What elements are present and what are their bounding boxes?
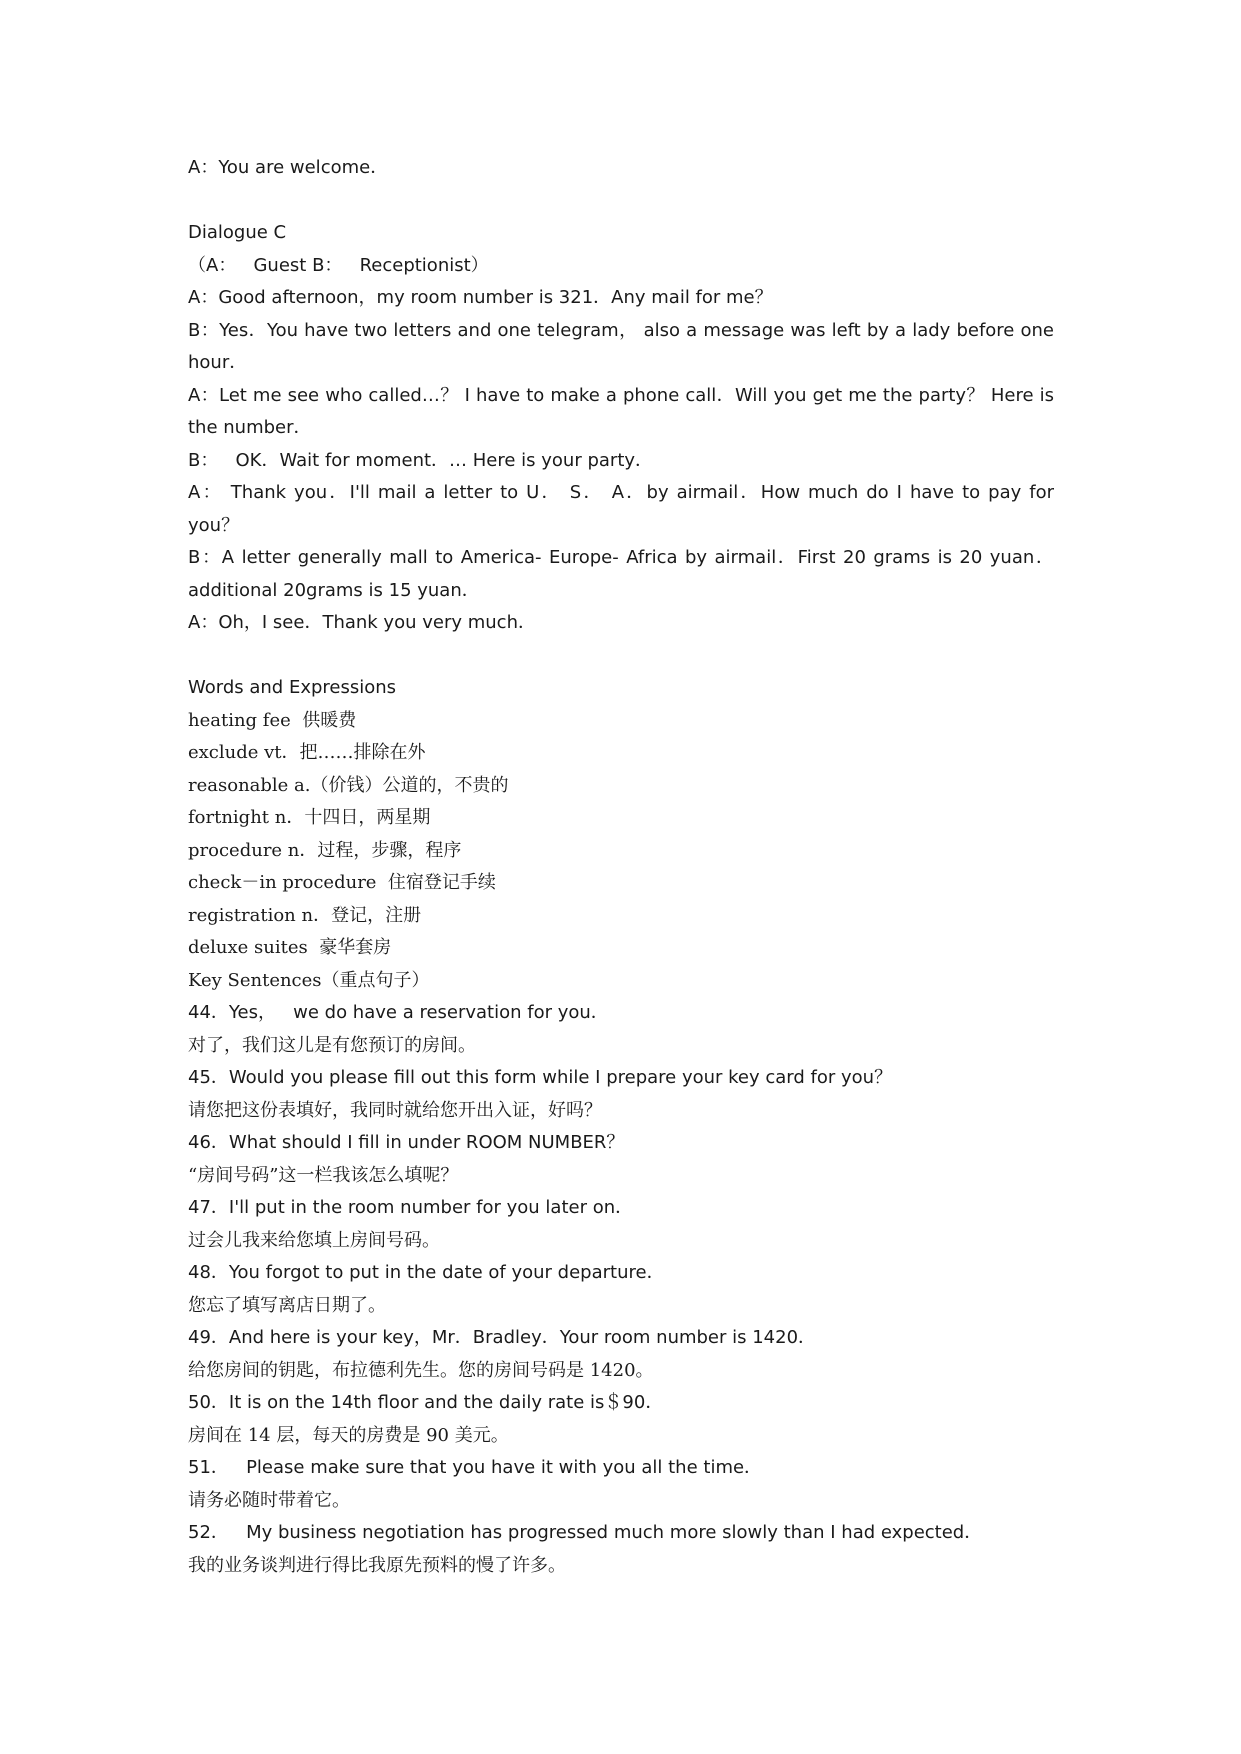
key-sentence-en: 47．I'll put in the room number for you later on． bbox=[188, 1197, 634, 1218]
key-sentence-en: 46．What should I fill in under ROOM NUMBER？ bbox=[188, 1132, 625, 1153]
dialogue-line: B： OK．Wait for moment．… Here is your party． bbox=[188, 449, 654, 471]
key-sentence-en: 49．And here is your key，Mr．Bradley．Your room number is 1420． bbox=[188, 1327, 817, 1348]
key-sentence-zh: “房间号码”这一栏我该怎么填呢？ bbox=[188, 1164, 459, 1186]
dialogue-line: A：Oh，I see．Thank you very much． bbox=[188, 612, 536, 633]
vocab-entry: reasonable a.（价钱）公道的，不贵的 bbox=[188, 774, 509, 796]
key-sentence-zh: 对了，我们这儿是有您预订的房间。 bbox=[188, 1034, 476, 1056]
key-sentence-en: 44．Yes， we do have a reservation for you． bbox=[188, 1002, 609, 1023]
dialogue-line: B：A letter generally mall to America- Europe- Africa by airmail．First 20 grams is 20 yuan． bbox=[188, 547, 1054, 568]
key-sentence-zh: 请务必随时带着它。 bbox=[188, 1489, 350, 1511]
key-sentence-zh: 房间在 14 层，每天的房费是 90 美元。 bbox=[188, 1424, 509, 1446]
key-sentence-en: 51． Please make sure that you have it with you all the time． bbox=[188, 1457, 763, 1478]
section-heading: Dialogue C bbox=[188, 222, 287, 243]
dialogue-line-continued: the number． bbox=[188, 417, 312, 438]
dialogue-line: A：Let me see who called…？ I have to make a phone call．Will you get me the party？ Here is bbox=[188, 384, 1054, 406]
vocab-entry: procedure n．过程，步骤，程序 bbox=[188, 839, 462, 861]
key-sentence-en: 52． My business negotiation has progressed much more slowly than I had expected． bbox=[188, 1522, 983, 1543]
vocab-entry: fortnight n．十四日，两星期 bbox=[188, 807, 431, 828]
dialogue-line-continued: additional 20grams is 15 yuan． bbox=[188, 579, 480, 601]
dialogue-line-continued: hour． bbox=[188, 352, 248, 373]
vocab-entry: deluxe suites 豪华套房 bbox=[188, 937, 392, 958]
blank-line bbox=[188, 640, 1054, 673]
key-sentence-zh: 过会儿我来给您填上房间号码。 bbox=[188, 1229, 440, 1251]
dialogue-line: B：Yes．You have two letters and one telegram， also a message was left by a lady before one bbox=[188, 319, 1054, 341]
key-sentence-zh: 您忘了填写离店日期了。 bbox=[188, 1294, 386, 1316]
dialogue-line: A： Thank you．I'll mail a letter to U． S． A．by airmail．How much do I have to pay for bbox=[188, 482, 1054, 503]
vocab-entry: check－in procedure 住宿登记手续 bbox=[188, 872, 496, 893]
section-heading: Words and Expressions bbox=[188, 677, 397, 698]
vocab-entry: heating fee 供暖费 bbox=[188, 709, 357, 731]
key-sentence-en: 45．Would you please fill out this form while I prepare your key card for you？ bbox=[188, 1067, 893, 1088]
section-heading: Key Sentences（重点句子） bbox=[188, 969, 430, 991]
key-sentence-en: 48．You forgot to put in the date of your departure． bbox=[188, 1262, 665, 1283]
blank-line bbox=[188, 185, 1054, 218]
key-sentence-zh: 给您房间的钥匙，布拉德利先生。您的房间号码是 1420。 bbox=[188, 1359, 654, 1381]
vocab-entry: registration n．登记，注册 bbox=[188, 904, 422, 926]
vocab-entry: exclude vt．把……排除在外 bbox=[188, 742, 426, 763]
dialogue-line: A：You are welcome． bbox=[188, 157, 389, 178]
document-page bbox=[188, 152, 1054, 1582]
dialogue-line: A：Good afternoon，my room number is 321．Any mail for me？ bbox=[188, 287, 773, 308]
key-sentence-en: 50．It is on the 14th floor and the daily rate is＄90． bbox=[188, 1392, 664, 1413]
dialogue-line-continued: you？ bbox=[188, 514, 240, 536]
role-note: （A： Guest B： Receptionist） bbox=[188, 254, 489, 276]
key-sentence-zh: 请您把这份表填好，我同时就给您开出入证，好吗？ bbox=[188, 1099, 602, 1121]
key-sentence-zh: 我的业务谈判进行得比我原先预料的慢了许多。 bbox=[188, 1554, 566, 1576]
